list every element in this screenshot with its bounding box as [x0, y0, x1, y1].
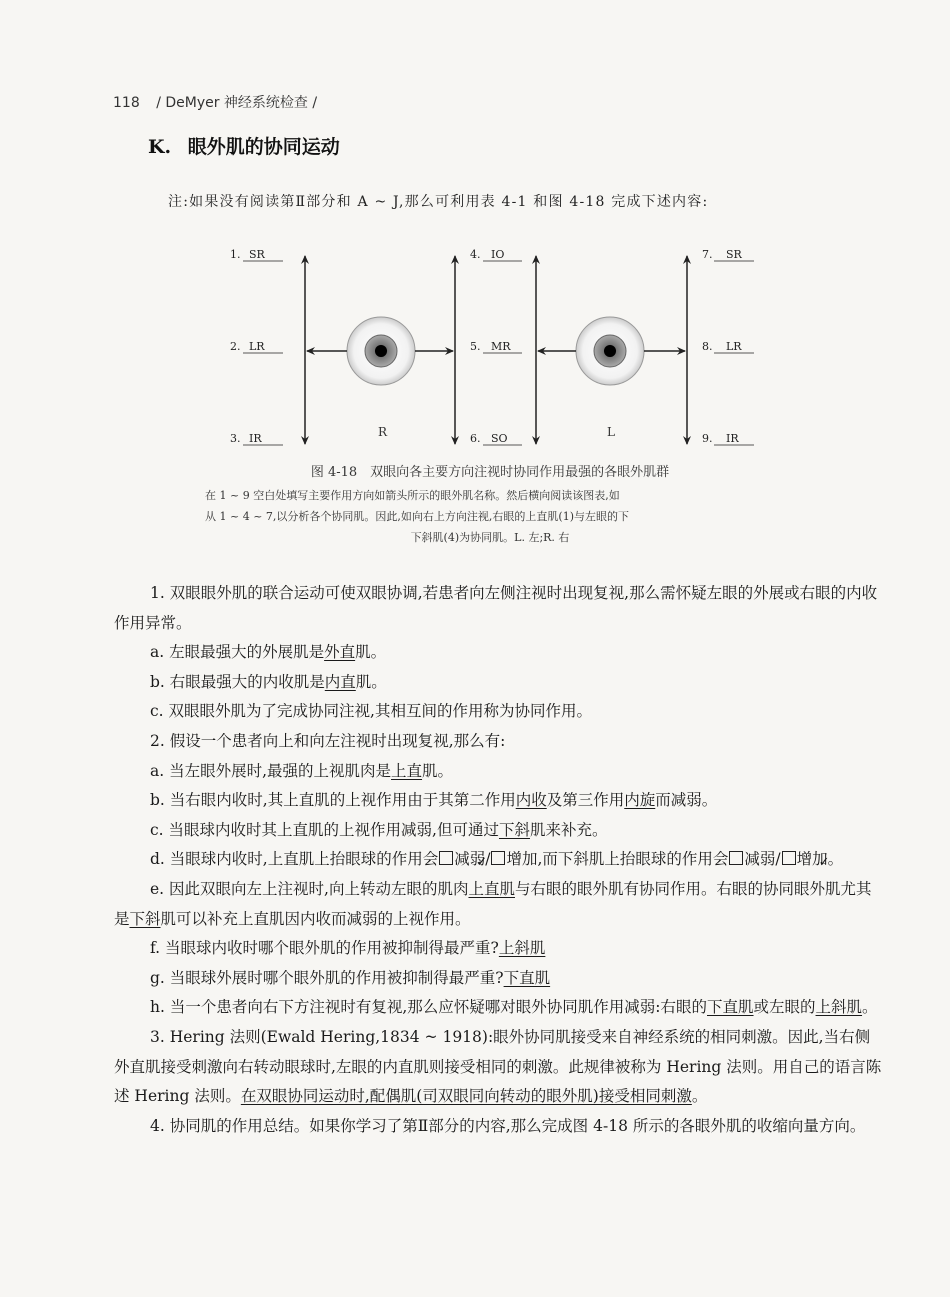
answer: 上斜肌 — [815, 998, 863, 1017]
figure-4-18 — [0, 230, 950, 460]
item-2g: g. 当眼球外展时哪个眼外肌的作用被抑制得最严重?下直肌 — [150, 968, 551, 987]
note: 注:如果没有阅读第Ⅱ部分和 A ~ J,那么可利用表 4-1 和图 4-18 完成下述内容: — [168, 194, 709, 210]
caption-line-1: 在 1 ~ 9 空白处填写主要作用方向如箭头所示的眼外肌名称。然后横向阅读该图表,如 — [205, 489, 620, 502]
paragraph-4: 4. 协同肌的作用总结。如果你学习了第Ⅱ部分的内容,那么完成图 4-18 所示的各眼外肌的收缩向量方向。 — [150, 1116, 866, 1135]
answer: 下直肌 — [503, 968, 551, 987]
caption-title: 图 4-18 双眼向各主要方向注视时协同作用最强的各眼外肌群 — [310, 465, 670, 480]
running-header — [113, 92, 317, 112]
figure-caption — [205, 462, 775, 548]
answer: 下斜 — [498, 820, 530, 839]
answer: 在双眼协同运动时,配偶肌(司双眼同向转动的眼外肌)接受相同刺激 — [240, 1087, 692, 1106]
checkbox-empty — [729, 851, 743, 865]
label-6-value: SO — [491, 432, 508, 445]
left-eye-pupil — [604, 345, 616, 357]
item-1c: c. 双眼眼外肌为了完成协同注视,其相互间的作用称为协同作用。 — [150, 702, 592, 721]
answer: 上斜肌 — [498, 939, 546, 958]
label-9-num: 9. — [702, 432, 713, 445]
item-2c: c. 当眼球内收时其上直肌的上视作用减弱,但可通过下斜肌来补充。 — [150, 820, 608, 839]
right-eye-pupil — [375, 345, 387, 357]
paragraph-1: 1. 双眼眼外肌的联合运动可使双眼协调,若患者向左侧注视时出现复视,那么需怀疑左眼的外展或右眼的内收作用异常。 — [114, 584, 878, 632]
answer: 下斜 — [129, 909, 161, 928]
answer: 内收 — [515, 791, 547, 810]
label-5-num: 5. — [470, 340, 481, 353]
body-text — [114, 579, 884, 1141]
label-4-value: IO — [491, 248, 505, 261]
item-1a: a. 左眼最强大的外展肌是外直肌。 — [150, 643, 387, 662]
section-letter: K. — [148, 136, 172, 158]
caption-line-3: 下斜肌(4)为协同肌。L. 左;R. 右 — [410, 531, 570, 544]
label-1-value: SR — [249, 248, 265, 261]
page-number: 118 — [113, 95, 140, 111]
label-6-num: 6. — [470, 432, 481, 445]
item-2d: d. 当眼球内收时,上直肌上抬眼球的作用会✓ 减弱/ 增加,而下斜肌上抬眼球的作用会 减弱/✓ 增加。 — [114, 845, 884, 875]
label-7-value: SR — [726, 248, 742, 261]
item-2b: b. 当右眼内收时,其上直肌的上视作用由于其第二作用内收及第三作用内旋而减弱。 — [150, 791, 718, 810]
checkbox-empty — [491, 851, 505, 865]
checkbox-checked — [439, 851, 453, 865]
item-2e: e. 因此双眼向左上注视时,向上转动左眼的肌肉上直肌与右眼的眼外肌有协同作用。右眼的协同眼外肌尤其是下斜肌可以补充上直肌因内收而减弱的上视作用。 — [114, 879, 872, 928]
item-2a: a. 当左眼外展时,最强的上视肌肉是上直肌。 — [150, 761, 454, 780]
label-4-num: 4. — [470, 248, 481, 261]
label-3-num: 3. — [230, 432, 241, 445]
label-1-num: 1. — [230, 248, 241, 261]
item-1b: b. 右眼最强大的内收肌是内直肌。 — [150, 672, 387, 691]
label-8-num: 8. — [702, 340, 713, 353]
paragraph-3: 3. Hering 法则(Ewald Hering,1834 ~ 1918):眼外协同肌接受来自神经系统的相同刺激。因此,当右侧外直肌接受刺激向右转动眼球时,左眼的内直肌则接受相同的刺激。此规律被称为 Hering 法则。用自己的语言陈述 Hering 法则。在双眼协同运动时,配偶肌(司双眼同向转动的眼外肌)接受相同刺激。 — [114, 1027, 882, 1106]
label-2-value: LR — [249, 340, 265, 353]
right-eye-diagram — [305, 256, 455, 444]
section-heading: 眼外肌的协同运动 — [187, 136, 340, 158]
checkbox-checked — [782, 851, 796, 865]
section-title — [148, 132, 340, 159]
answer: 外直 — [324, 643, 356, 662]
label-5-value: MR — [491, 340, 511, 353]
answer: 下直肌 — [707, 998, 754, 1017]
answer: 内旋 — [624, 791, 656, 810]
left-eye-label: L — [607, 425, 615, 439]
label-7-num: 7. — [702, 248, 713, 261]
caption-line-2: 从 1 ~ 4 ~ 7,以分析各个协同肌。因此,如向右上方向注视,右眼的上直肌(1)与左眼的下 — [205, 510, 629, 523]
book-title: / DeMyer 神经系统检查 / — [156, 95, 318, 111]
right-eye-label: R — [378, 425, 388, 439]
paragraph-2: 2. 假设一个患者向上和向左注视时出现复视,那么有: — [150, 731, 506, 750]
answer: 上直 — [391, 761, 423, 780]
label-9-value: IR — [726, 432, 739, 445]
label-8-value: LR — [726, 340, 742, 353]
left-eye-diagram — [536, 256, 687, 444]
item-2h: h. 当一个患者向右下方注视时有复视,那么应怀疑哪对眼外协同肌作用减弱:右眼的下直肌或左眼的上斜肌。 — [150, 998, 878, 1017]
answer: 内直 — [324, 672, 356, 691]
item-2f: f. 当眼球内收时哪个眼外肌的作用被抑制得最严重?上斜肌 — [150, 939, 546, 958]
label-2-num: 2. — [230, 340, 241, 353]
label-3-value: IR — [249, 432, 262, 445]
answer: 上直肌 — [468, 879, 515, 898]
